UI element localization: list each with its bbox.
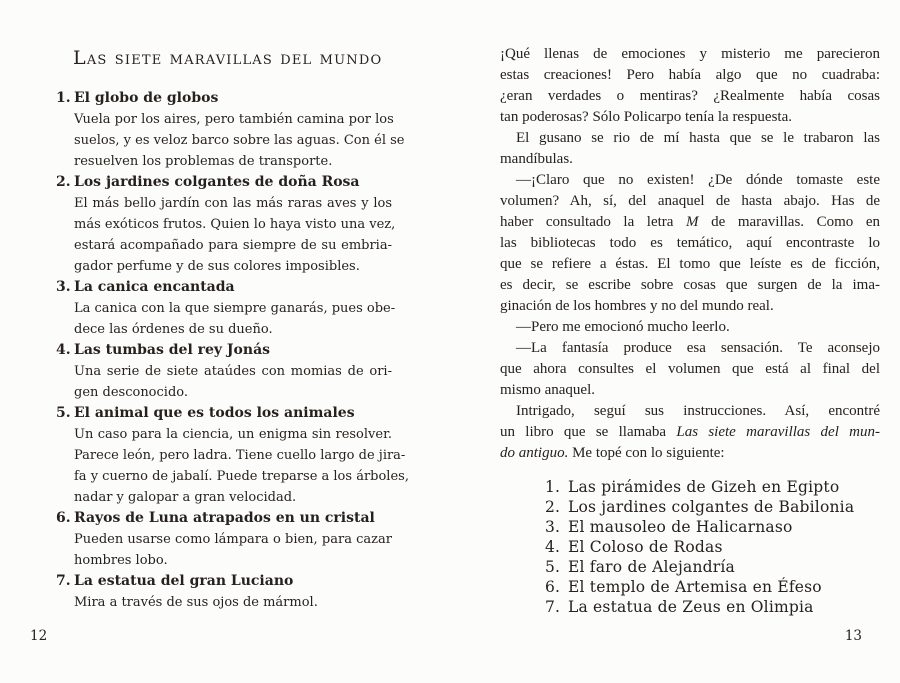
wonder-item — [545, 497, 880, 517]
text-line: gador perfume y de sus colores imposibles. — [74, 259, 360, 274]
list-item — [56, 172, 396, 277]
page-number-right: 13 — [844, 628, 862, 644]
list-item — [56, 340, 392, 403]
text-line: El más bello jardín con las más raras aves y los — [74, 196, 392, 211]
wonder-number: 3. — [545, 518, 561, 536]
list-item — [56, 88, 405, 172]
text-line: ¡Qué llenas de emociones y misterio me parecieron — [500, 46, 880, 62]
wonder-number: 4. — [545, 538, 561, 556]
wonder-number: 1. — [545, 478, 561, 496]
item-title: Las tumbas del rey Jonás — [74, 342, 271, 358]
item-number: 1. — [56, 90, 71, 106]
item-description — [74, 424, 409, 508]
text-line: —¡Claro que no existen! ¿De dónde tomaste este — [516, 172, 880, 188]
wonder-item — [545, 597, 880, 617]
paragraph — [500, 338, 880, 401]
wonder-number: 7. — [545, 598, 561, 616]
text-line: gen desconocido. — [74, 385, 189, 400]
paragraph — [500, 44, 880, 128]
item-description — [74, 361, 392, 403]
paragraph — [500, 317, 880, 338]
text-line: Pueden usarse como lámpara o bien, para cazar — [74, 532, 392, 547]
fiction-wonders-list — [56, 88, 409, 613]
item-title: La estatua del gran Luciano — [74, 573, 294, 589]
text-line: resuelven los problemas de transporte. — [74, 154, 333, 169]
text-line: es decir, se escribe sobre cosas que surgen de la ima- — [500, 277, 880, 293]
wonder-item — [545, 557, 880, 577]
paragraph — [500, 401, 880, 464]
text-line: Intrigado, seguí sus instrucciones. Así, encontré — [516, 403, 880, 419]
item-description — [74, 592, 392, 613]
chapter-title: Las siete maravillas del mundo — [73, 47, 383, 69]
item-title: El globo de globos — [74, 90, 219, 106]
item-title: Rayos de Luna atrapados en un cristal — [74, 510, 375, 526]
text-line: El gusano se rio de mí hasta que se le trabaron las — [516, 130, 880, 146]
text-line: dece las órdenes de su dueño. — [74, 322, 273, 337]
text-line: que ahora consultes el volumen que está al final del — [500, 361, 880, 377]
text-line: hombres lobo. — [74, 553, 168, 568]
item-number: 3. — [56, 279, 71, 295]
list-item — [56, 571, 392, 613]
text-line: Parece león, pero ladra. Tiene cuello largo de jira- — [74, 448, 406, 463]
text-line: La canica con la que siempre ganarás, pues obe- — [74, 301, 396, 316]
list-item — [56, 403, 409, 508]
wonder-number: 2. — [545, 498, 561, 516]
text-line: tan poderosas? Sólo Policarpo tenía la respuesta. — [500, 109, 793, 125]
text-line: nadar y galopar a gran velocidad. — [74, 490, 297, 505]
text-line: Vuela por los aires, pero también camina por los — [74, 112, 394, 127]
wonder-text: El templo de Artemisa en Éfeso — [568, 578, 822, 596]
wonder-text: La estatua de Zeus en Olimpia — [568, 598, 814, 616]
text-line: —La fantasía produce esa sensación. Te aconsejo — [516, 340, 880, 356]
wonder-text: El faro de Alejandría — [568, 558, 735, 576]
text-line: mandíbulas. — [500, 151, 573, 167]
item-description — [74, 298, 396, 340]
page-number-left: 12 — [30, 628, 48, 644]
paragraph — [500, 128, 880, 170]
text-line: fa y cuerno de jabalí. Puede treparse a los árboles, — [74, 469, 409, 484]
item-number: 6. — [56, 510, 71, 526]
wonder-text: El Coloso de Rodas — [568, 538, 723, 556]
page-13 — [450, 0, 900, 683]
text-line: estará acompañado para siempre de su embria- — [74, 238, 392, 253]
wonder-number: 5. — [545, 558, 561, 576]
item-description — [74, 193, 396, 277]
text-line: más exóticos frutos. Quien lo haya visto una vez, — [74, 217, 396, 232]
wonder-text: El mausoleo de Halicarnaso — [568, 518, 793, 536]
item-title: La canica encantada — [74, 279, 235, 295]
body-paragraphs — [500, 44, 880, 464]
text-line: Una serie de siete ataúdes con momias de ori- — [74, 364, 392, 379]
item-title: El animal que es todos los animales — [74, 405, 355, 421]
wonder-text: Las pirámides de Gizeh en Egipto — [568, 478, 840, 496]
text-line: volumen? Ah, sí, del anaquel de hasta abajo. Has de — [500, 193, 880, 209]
list-item — [56, 277, 396, 340]
paragraph — [500, 170, 880, 317]
text-line: estas creaciones! Pero había algo que no cuadraba: — [500, 67, 880, 83]
text-line: Mira a través de sus ojos de mármol. — [74, 595, 318, 610]
list-item — [56, 508, 392, 571]
wonder-item — [545, 517, 880, 537]
item-number: 5. — [56, 405, 71, 421]
wonder-item — [545, 577, 880, 597]
ancient-wonders-list — [545, 477, 880, 617]
item-description — [74, 529, 392, 571]
text-line: mismo anaquel. — [500, 382, 595, 398]
text-line: las bibliotecas todo es temático, aquí encontraste lo — [500, 235, 880, 251]
text-line: suelos, y es veloz barco sobre las aguas. Con él se — [74, 133, 405, 148]
item-number: 7. — [56, 573, 71, 589]
wonder-text: Los jardines colgantes de Babilonia — [568, 498, 855, 516]
text-line: do antiguo. Me topé con lo siguiente: — [500, 445, 725, 461]
item-number: 2. — [56, 174, 71, 190]
text-line: ginación de los hombres y no del mundo real. — [500, 298, 774, 314]
item-description — [74, 109, 405, 172]
item-number: 4. — [56, 342, 71, 358]
wonder-item — [545, 537, 880, 557]
text-line: Un caso para la ciencia, un enigma sin resolver. — [74, 427, 392, 442]
item-title: Los jardines colgantes de doña Rosa — [74, 174, 360, 190]
text-line: haber consultado la letra M de maravillas. Como en — [500, 214, 880, 230]
wonder-item — [545, 477, 880, 497]
text-line: un libro que se llamaba Las siete maravillas del mun- — [500, 424, 880, 440]
text-line: que se refiere a éstas. El tomo que leíste es de ficción, — [500, 256, 880, 272]
text-line: ¿eran verdades o mentiras? ¿Realmente había cosas — [500, 88, 880, 104]
wonder-number: 6. — [545, 578, 561, 596]
text-line: —Pero me emocionó mucho leerlo. — [516, 319, 730, 335]
